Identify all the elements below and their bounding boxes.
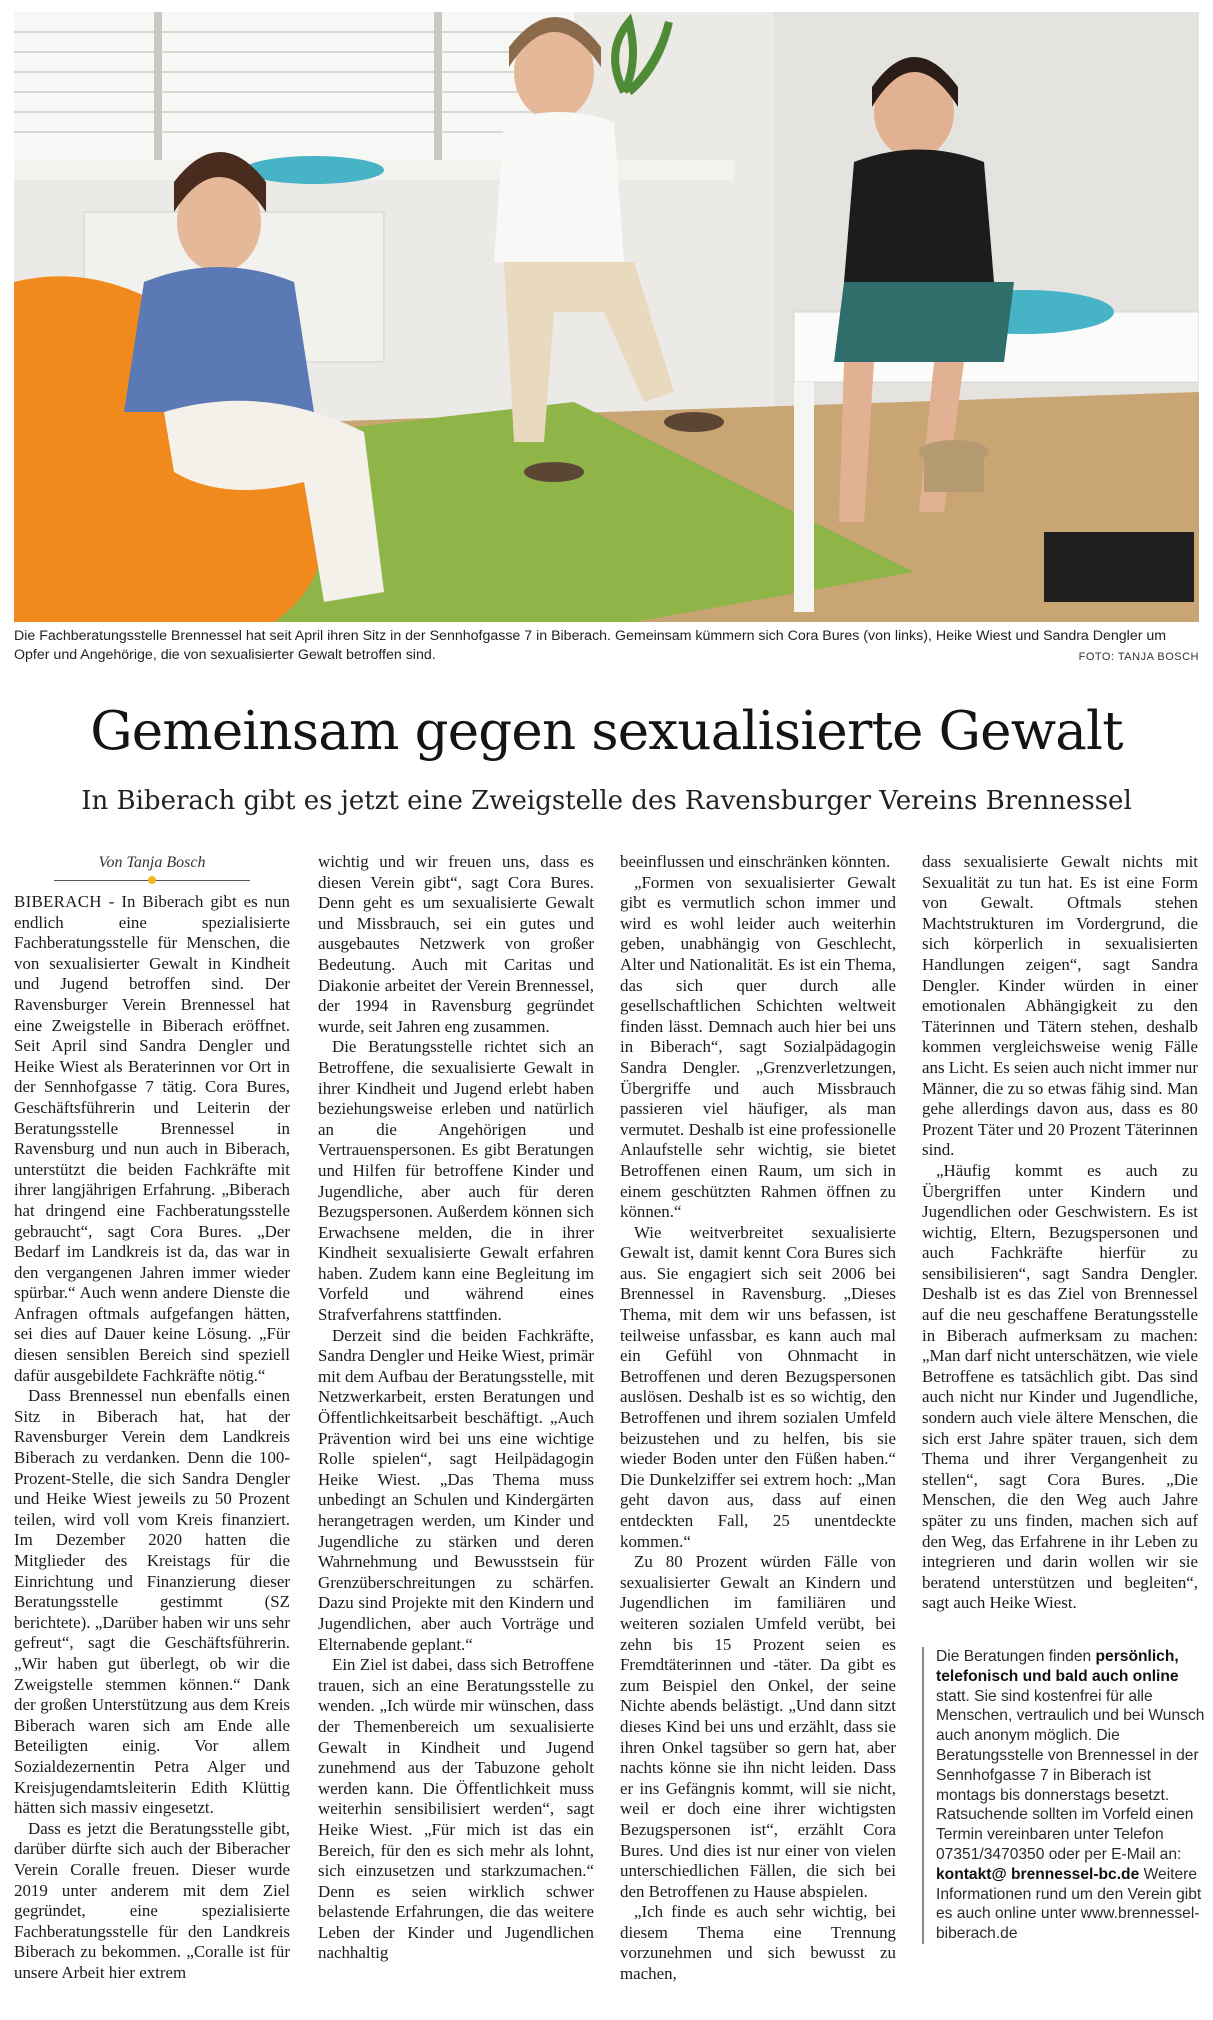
article-paragraph: Zu 80 Prozent würden Fälle von sexualisierter Gewalt an Kindern und Jugendlichen im familiären und weiteren sozialen Umfeld verübt, bei zehn bis 15 Prozent seien es Fremdtäterinnen und -täter. Da gibt es zum Beispiel den Onkel, der seine Nichte abends belästigt. „Und dann sitzt dieses Kind bei uns und erzählt, dass sie ihren Onkel tagsüber so gern hat, aber nachts könne sie ihn nicht leiden. Dass er ins Gefängnis kommt, will sie nicht, weil er doch eine ihrer wichtigsten Bezugspersonen ist“, erzählt Cora Bures. Und dies ist nur einer von vielen unterschiedlichen Fällen, die sich bei den Betroffenen zu Hause abspielen. [620, 1552, 896, 1901]
info-text: Weitere Informationen rund um den Verein gibt es auch online unter www.brennessel-biberach.de [936, 1865, 1202, 1943]
photo-credit: FOTO: TANJA BOSCH [1078, 651, 1199, 663]
info-text: statt. Sie sind kostenfrei für alle Menschen, vertraulich und bei Wunsch auch anonym möglich. Die Beratungsstelle von Brennessel in der Sennhofgasse 7 in Biberach ist montags bis donnerstags besetzt. Ratsuchende sollten im Vorfeld einen Termin vereinbaren unter Telefon 07351/3470350 oder per E-Mail an: [936, 1687, 1205, 1863]
article-paragraph: Ein Ziel ist dabei, dass sich Betroffene trauen, sich an eine Beratungsstelle zu wenden. „Ich würde mir wünschen, dass der Themenbereich um sexualisierte Gewalt in Kindheit und Jugend zunehmend aus der Tabuzone geholt werden kann. Die Öffentlichkeit muss weiterhin sensibilisiert werden“, sagt Heike Wiest. „Für mich ist das ein Bereich, für den es sich mehr als lohnt, sich einzusetzen und starkzumachen.“ Denn es seien wirklich schwer belastende Erfahrungen, die das weitere Leben der Kinder und Jugendlichen nachhaltig [318, 1655, 594, 1963]
article-column-2 [318, 852, 594, 1964]
article-paragraph: „Formen von sexualisierter Gewalt gibt es vermutlich schon immer und wird es wohl leider auch weiterhin geben, unabhängig von Geschlecht, Alter und Nationalität. Es ist ein Thema, das sich quer durch alle gesellschaftlichen Schichten weltweit finden lässt. Demnach auch hier bei uns in Biberach“, sagt Sozialpädagogin Sandra Dengler. „Grenzverletzungen, Übergriffe und auch Missbrauch passieren viel häufiger, als man vermutet. Deshalb ist eine professionelle Anlaufstelle sehr wichtig, sie bietet Betroffenen einen Raum, um sich in einem geschützten Rahmen öffnen zu können.“ [620, 872, 896, 1222]
article-paragraph: dass sexualisierte Gewalt nichts mit Sexualität zu tun hat. Es ist eine Form von Gewalt. Oftmals stehen Machtstrukturen im Vordergrund, die sich körperlich in sexualisierten Handlungen zeigen“, sagt Sandra Dengler. Kinder würden in einer emotionalen Abhängigkeit zu den Täterinnen und Tätern stehen, deshalb kommen vergleichsweise wenig Fälle ans Licht. Es seien auch nicht immer nur Männer, die zu so etwas fähig sind. Man gehe allerdings davon aus, dass es 80 Prozent Täter und 20 Prozent Täterinnen sind. [922, 852, 1198, 1160]
article-column-1 [14, 892, 290, 1983]
article-paragraph: „Häufig kommt es auch zu Übergriffen unter Kindern und Jugendlichen oder Geschwistern. Es ist wichtig, Eltern, Bezugspersonen und auch Fachkräfte hierfür zu sensibilisieren“, sagt Sandra Dengler. Deshalb ist es das Ziel von Brennessel auf die neu geschaffene Beratungsstelle in Biberach aufmerksam zu machen: „Man darf nicht unterschätzen, wie viele Betroffene es tatsächlich gibt. Das sind auch nicht nur Kinder und Jugendliche, sondern auch viele ältere Menschen, die sich erst Jahre später trauen, sich dem Thema und ihrer Vergangenheit zu stellen“, sagt Cora Bures. „Die Menschen, die den Weg auch Jahre später zu uns finden, machen sich auf den Weg, das Erfahrene in ihr Leben zu integrieren und darin wollen wir sie beratend unterstützen und begleiten“, sagt auch Heike Wiest. [922, 1160, 1198, 1613]
article-paragraph: Die Beratungsstelle richtet sich an Betroffene, die sexualisierte Gewalt in ihrer Kindheit und Jugend erlebt haben beziehungsweise erleben und natürlich an die Angehörigen und Vertrauenspersonen. Es gibt Beratungen und Hilfen für betroffene Kinder und Jugendliche, aber auch für deren Bezugspersonen. Außerdem können sich Erwachsene melden, die in ihrer Kindheit sexualisierte Gewalt erfahren haben. Zudem kann eine Begleitung im Vorfeld und während eines Strafverfahrens stattfinden. [318, 1037, 594, 1325]
article-paragraph: beeinflussen und einschränken könnten. [620, 852, 891, 871]
byline-dot-icon [148, 876, 156, 884]
info-email: kontakt@ brennessel-bc.de [936, 1865, 1140, 1883]
info-bold: persönlich, telefonisch und bald auch online [936, 1648, 1179, 1685]
article-paragraph: „Ich finde es auch sehr wichtig, bei diesem Thema eine Trennung vorzunehmen und sich bewusst zu machen, [620, 1902, 896, 1984]
article-paragraph: Wie weitverbreitet sexualisierte Gewalt ist, damit kennt Cora Bures sich aus. Sie engagiert sich seit 2006 bei Brennessel in Ravensburg. „Dieses Thema, mit dem wir uns befassen, ist teilweise unfassbar, es kann auch mal ein Gefühl von Ohnmacht in Betroffenen und deren Bezugspersonen auslösen. Deshalb ist es so wichtig, den Betroffenen und ihrem sozialen Umfeld beizustehen und zu helfen, bis sie wieder Boden unter den Füßen haben.“ Die Dunkelziffer sei extrem hoch: „Man geht davon aus, dass auf einen entdeckten Fall, 25 unentdeckte kommen.“ [620, 1222, 896, 1551]
dateline: BIBERACH [14, 892, 102, 911]
article-photo [14, 12, 1199, 622]
info-text: Die Beratungen finden [936, 1648, 1096, 1665]
subheadline: In Biberach gibt es jetzt eine Zweigstelle des Ravensburger Vereins Brennessel [81, 786, 1132, 816]
article-paragraph: Dass Brennessel nun ebenfalls einen Sitz in Biberach hat, hat der Ravensburger Verein dem Landkreis Biberach zu verdanken. Denn die 100-Prozent-Stelle, die sich Sandra Dengler und Heike Wiest jeweils zu 50 Prozent teilen, wird voll vom Kreis finanziert. Im Dezember 2020 hatten die Mitglieder des Kreistags für die Einrichtung und Finanzierung dieser Beratungsstelle gestimmt (SZ berichtete). „Darüber haben wir uns sehr gefreut“, sagt die Geschäftsführerin. „Wir haben gut überlegt, ob wir die Zweigstelle stemmen können.“ Dank der großen Unterstützung aus dem Kreis Biberach waren sich am Ende alle Beteiligten einig. Vor allem Sozialdezernentin Petra Alger und Kreisjugendamtsleiterin Edith Klüttig hätten sich massiv eingesetzt. [14, 1386, 290, 1818]
article-paragraph [14, 892, 290, 1386]
byline: Von Tanja Bosch [98, 854, 206, 871]
article-text: - In Biberach gibt es nun endlich eine spezialisierte Fachberatungsstelle für Menschen, die von sexualisierter Gewalt in Kindheit und Jugend betroffen sind. Der Ravensburger Verein Brennessel hat eine Zweigstelle in Biberach eröffnet. Seit April sind Sandra Dengler und Heike Wiest als Beraterinnen vor Ort in der Sennhofgasse 7 tätig. Cora Bures, Geschäftsführerin und Leiterin der Beratungsstelle Brennessel in Ravensburg und nun auch in Biberach, unterstützt die beiden Fachkräfte mit ihrer langjährigen Erfahrung. „Biberach hat dringend eine Fachberatungsstelle gebraucht“, sagt Cora Bures. „Der Bedarf im Landkreis ist da, das war in den vergangenen Jahren immer wieder spürbar.“ Auch wenn andere Dienste die Anfragen oftmals aufgefangen hätten, sei dies auf Dauer keine Lösung. „Für diesen sensiblen Bereich sind speziell dafür ausgebildete Fachkräfte nötig.“ [14, 892, 290, 1385]
headline: Gemeinsam gegen sexualisierte Gewalt [90, 701, 1123, 762]
article-column-4 [922, 852, 1198, 1614]
photo-caption: Die Fachberatungsstelle Brennessel hat seit April ihren Sitz in der Sennhofgasse 7 in Biberach. Gemeinsam kümmern sich Cora Bures (von links), Heike Wiest und Sandra Dengler um Opfer und Angehörige, die von sexualisierter Gewalt betroffen sind. [14, 628, 1167, 663]
article-paragraph: Dass es jetzt die Beratungsstelle gibt, darüber dürfte sich auch der Biberacher Verein Coralle freuen. Dieser wurde 2019 unter anderem mit dem Ziel gegründet, eine spezialisierte Fachberatungsstelle für den Landkreis Biberach zu bekommen. „Coralle ist für unsere Arbeit hier extrem [14, 1818, 290, 1982]
info-box [922, 1647, 1213, 1944]
article-column-3 [620, 852, 896, 1985]
photo-illustration [14, 12, 1199, 622]
article-paragraph: Derzeit sind die beiden Fachkräfte, Sandra Dengler und Heike Wiest, primär mit dem Aufbau der Beratungsstelle, mit Netzwerkarbeit, ersten Beratungen und Öffentlichkeitsarbeit beschäftigt. „Auch Prävention wird bei uns eine wichtige Rolle spielen“, sagt Heilpädagogin Heike Wiest. „Das Thema muss unbedingt an Schulen und Kindergärten herangetragen werden, um Kinder und Jugendliche zu stärken und deren Wahrnehmung und Bewusstsein für Grenzüberschreitungen zu schärfen. Dazu sind Projekte mit den Kindern und Jugendlichen, aber auch Vorträge und Elternabende geplant.“ [318, 1325, 594, 1654]
article-paragraph: wichtig und wir freuen uns, dass es diesen Verein gibt“, sagt Cora Bures. Denn geht es um sexualisierte Gewalt und Missbrauch, sei ein gutes und ausgebautes Netzwerk von großer Bedeutung. Auch mit Caritas und Diakonie arbeitet der Verein Brennessel, der 1994 in Ravensburg gegründet wurde, seit Jahren eng zusammen. [318, 852, 594, 1036]
